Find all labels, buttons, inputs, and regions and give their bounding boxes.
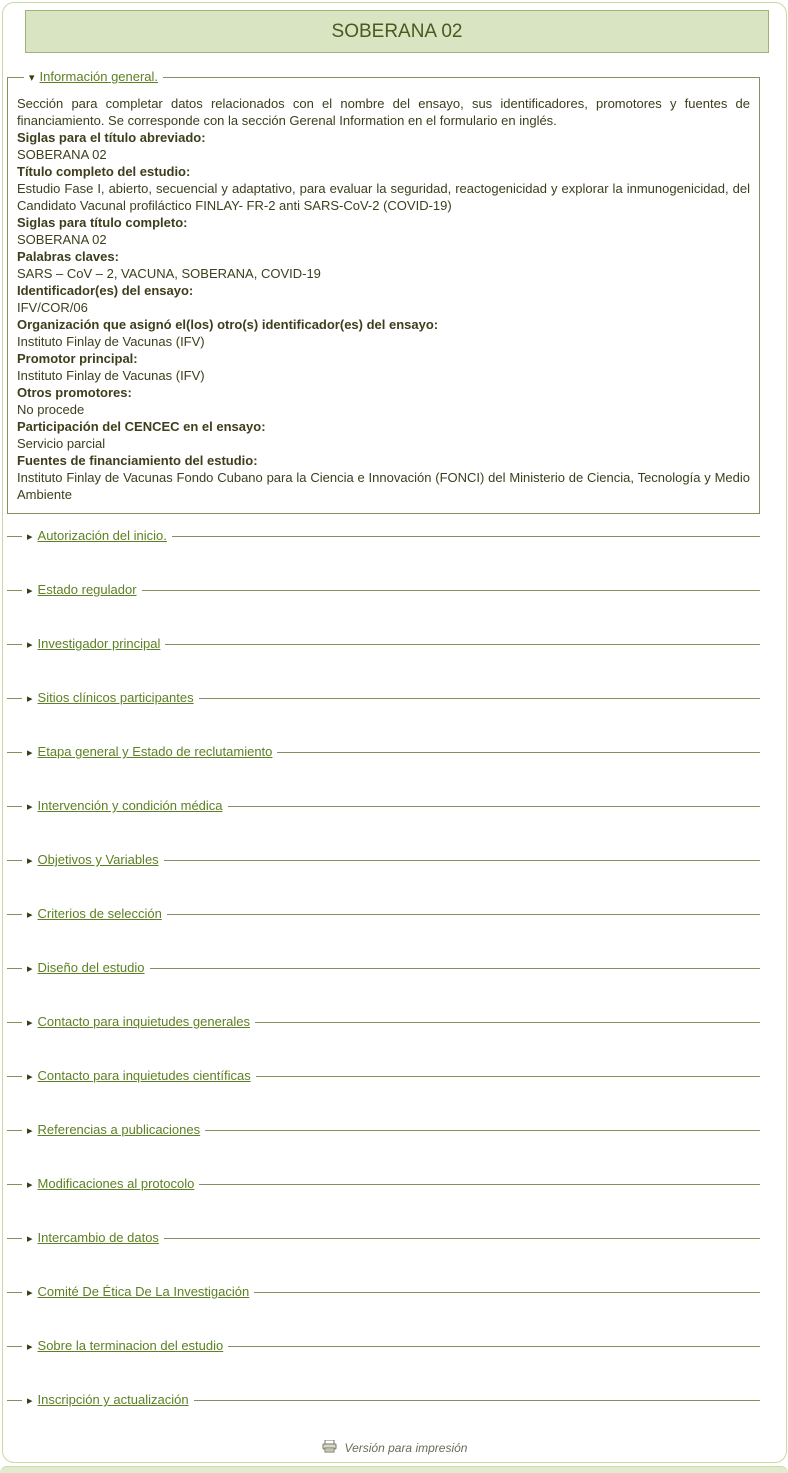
- expand-arrow-icon: ▸: [27, 531, 33, 543]
- expand-arrow-icon: ▸: [27, 693, 33, 705]
- section-legend: [22, 744, 277, 761]
- expand-arrow-icon: ▸: [27, 1287, 33, 1299]
- section-link-objetivos-y-variables[interactable]: Objetivos y Variables: [37, 852, 159, 867]
- section-link-modificaciones-al-protocolo[interactable]: Modificaciones al protocolo: [37, 1176, 195, 1191]
- section-link-intervencion-y-condicion-medica[interactable]: Intervención y condición médica: [37, 798, 223, 813]
- section-link-intercambio-de-datos[interactable]: Intercambio de datos: [37, 1230, 159, 1245]
- section-objetivos-y-variables: [7, 852, 760, 892]
- section-estado-regulador: [7, 582, 760, 622]
- collapse-arrow-icon: ▾: [29, 72, 35, 84]
- section-criterios-de-seleccion: [7, 906, 760, 946]
- expand-arrow-icon: ▸: [27, 1125, 33, 1137]
- section-diseno-del-estudio: [7, 960, 760, 1000]
- section-intercambio-de-datos: [7, 1230, 760, 1270]
- section-investigador-principal: [7, 636, 760, 676]
- section-legend: [22, 1392, 194, 1409]
- expand-arrow-icon: ▸: [27, 1233, 33, 1245]
- section-link-contacto-para-inquietudes-cientificas[interactable]: Contacto para inquietudes científicas: [37, 1068, 251, 1083]
- section-legend: [22, 690, 199, 707]
- section-link-estado-regulador[interactable]: Estado regulador: [37, 582, 137, 597]
- section-intervencion-y-condicion-medica: [7, 798, 760, 838]
- expand-arrow-icon: ▸: [27, 1179, 33, 1191]
- section-legend: [22, 798, 228, 815]
- expand-arrow-icon: ▸: [27, 747, 33, 759]
- section-legend: [22, 528, 172, 545]
- page-container: [2, 2, 787, 1463]
- section-link-etapa-general-y-estado-de-reclutamiento[interactable]: Etapa general y Estado de reclutamiento: [37, 744, 273, 759]
- section-contacto-para-inquietudes-cientificas: [7, 1068, 760, 1108]
- field-label: Organización que asignó el(los) otro(s) identificador(es) del ensayo:: [17, 317, 439, 332]
- expand-arrow-icon: ▸: [27, 1395, 33, 1407]
- section-legend: [22, 1176, 199, 1193]
- section-legend: [22, 1284, 254, 1301]
- field-label: Promotor principal:: [17, 351, 138, 366]
- section-link-sitios-clinicos-participantes[interactable]: Sitios clínicos participantes: [37, 690, 194, 705]
- field-label: Participación del CENCEC en el ensayo:: [17, 419, 266, 434]
- section-legend: [22, 960, 150, 977]
- section-etapa-general-y-estado-de-reclutamiento: [7, 744, 760, 784]
- print-version-row: [3, 1438, 786, 1458]
- field-value: Estudio Fase I, abierto, secuencial y adaptativo, para evaluar la seguridad, reactogenicidad y explorar la inmunogenicidad, del Candidato Vacunal profiláctico FINLAY- FR-2 anti SARS-CoV-2 (COVID-19): [17, 181, 750, 213]
- expand-arrow-icon: ▸: [27, 963, 33, 975]
- section-sobre-la-terminacion-del-estudio: [7, 1338, 760, 1378]
- section-legend: [22, 582, 142, 599]
- section-link-inscripcion-y-actualizacion[interactable]: Inscripción y actualización: [37, 1392, 189, 1407]
- section-link-autorizacion-del-inicio[interactable]: Autorización del inicio.: [37, 528, 167, 543]
- printer-icon[interactable]: [322, 1439, 337, 1459]
- field-label: Palabras claves:: [17, 249, 119, 264]
- section-sitios-clinicos-participantes: [7, 690, 760, 730]
- section-legend: [22, 1122, 205, 1139]
- section-informacion-general: [7, 69, 760, 514]
- expand-arrow-icon: ▸: [27, 585, 33, 597]
- field-label: Fuentes de financiamiento del estudio:: [17, 453, 258, 468]
- section-legend: [22, 852, 164, 869]
- section-link-contacto-para-inquietudes-generales[interactable]: Contacto para inquietudes generales: [37, 1014, 251, 1029]
- expand-arrow-icon: ▸: [27, 801, 33, 813]
- section-autorizacion-del-inicio: [7, 528, 760, 568]
- expand-arrow-icon: ▸: [27, 1071, 33, 1083]
- section-legend: [22, 1068, 256, 1085]
- section-link-investigador-principal[interactable]: Investigador principal: [37, 636, 161, 651]
- expand-arrow-icon: ▸: [27, 909, 33, 921]
- expand-arrow-icon: ▸: [27, 639, 33, 651]
- section-link-informacion-general[interactable]: Información general.: [39, 69, 159, 84]
- print-version-link[interactable]: Versión para impresión: [344, 1441, 468, 1455]
- expand-arrow-icon: ▸: [27, 1341, 33, 1353]
- field-label: Siglas para el título abreviado:: [17, 130, 206, 145]
- section-link-comite-de-etica-de-la-investigacion[interactable]: Comité De Ética De La Investigación: [37, 1284, 250, 1299]
- general-info-intro: Sección para completar datos relacionados con el nombre del ensayo, sus identificadores, promotores y fuentes de financiamiento. Se corresponde con la sección Gerenal Information en el formulario en inglés.: [17, 96, 750, 128]
- section-inscripcion-y-actualizacion: [7, 1392, 760, 1432]
- collapsed-sections-list: [3, 528, 786, 1432]
- field-value: IFV/COR/06: [17, 300, 88, 315]
- field-label: Siglas para título completo:: [17, 215, 188, 230]
- expand-arrow-icon: ▸: [27, 855, 33, 867]
- field-value: Instituto Finlay de Vacunas Fondo Cubano para la Ciencia e Innovación (FONCI) del Ministerio de Ciencia, Tecnología y Medio Ambiente: [17, 470, 750, 502]
- section-legend: [22, 1014, 255, 1031]
- field-value: SARS – CoV – 2, VACUNA, SOBERANA, COVID-19: [17, 266, 321, 281]
- section-referencias-a-publicaciones: [7, 1122, 760, 1162]
- section-modificaciones-al-protocolo: [7, 1176, 760, 1216]
- bottom-strip: [0, 1466, 788, 1473]
- general-info-content: [17, 88, 750, 503]
- field-label: Otros promotores:: [17, 385, 132, 400]
- section-link-sobre-la-terminacion-del-estudio[interactable]: Sobre la terminacion del estudio: [37, 1338, 224, 1353]
- field-label: Identificador(es) del ensayo:: [17, 283, 194, 298]
- section-comite-de-etica-de-la-investigacion: [7, 1284, 760, 1324]
- general-info-fields: [17, 129, 750, 503]
- section-link-referencias-a-publicaciones[interactable]: Referencias a publicaciones: [37, 1122, 201, 1137]
- section-link-criterios-de-seleccion[interactable]: Criterios de selección: [37, 906, 162, 921]
- expand-arrow-icon: ▸: [27, 1017, 33, 1029]
- section-legend: [22, 906, 167, 923]
- page-title: SOBERANA 02: [25, 10, 769, 53]
- section-legend: [22, 1230, 164, 1247]
- section-link-diseno-del-estudio[interactable]: Diseño del estudio: [37, 960, 145, 975]
- section-contacto-para-inquietudes-generales: [7, 1014, 760, 1054]
- field-value: Servicio parcial: [17, 436, 106, 451]
- section-legend: [22, 1338, 228, 1355]
- field-value: SOBERANA 02: [17, 147, 107, 162]
- field-label: Título completo del estudio:: [17, 164, 191, 179]
- field-value: SOBERANA 02: [17, 232, 107, 247]
- section-legend: [22, 636, 165, 653]
- field-value: Instituto Finlay de Vacunas (IFV): [17, 334, 205, 349]
- field-value: No procede: [17, 402, 85, 417]
- field-value: Instituto Finlay de Vacunas (IFV): [17, 368, 205, 383]
- section-legend: [24, 69, 163, 86]
